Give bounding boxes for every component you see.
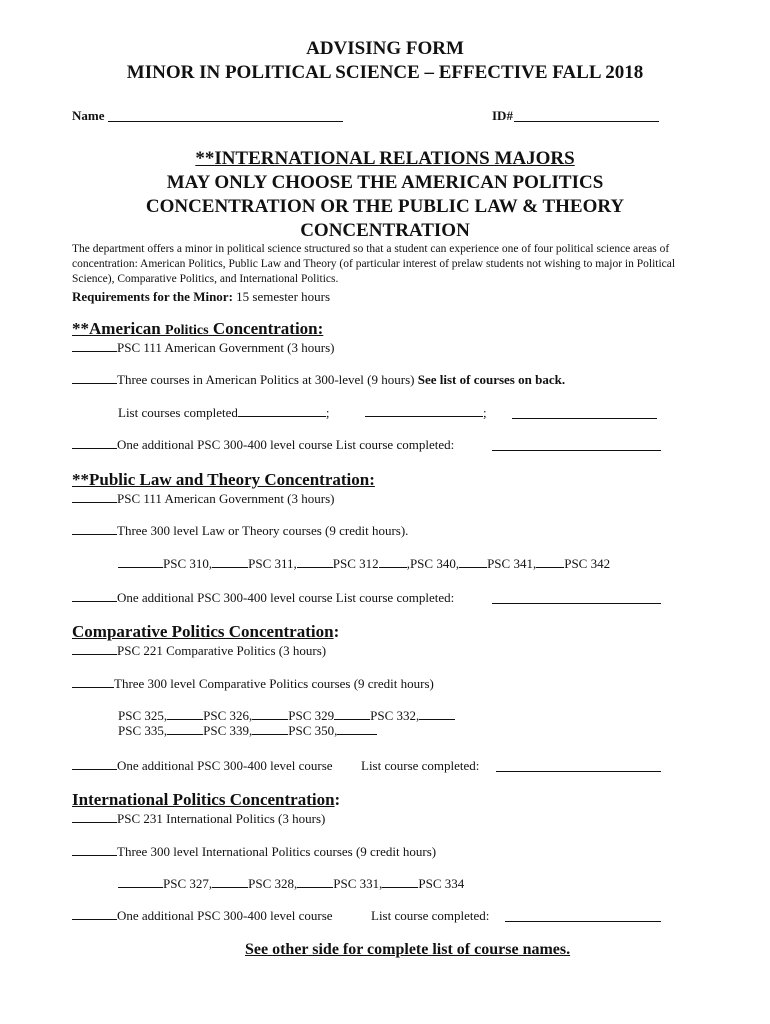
checkbox-blank[interactable] — [297, 556, 333, 568]
american-heading: **American Politics Concentration: — [72, 319, 324, 338]
public-law-item-3: One additional PSC 300-400 level course List course completed: — [72, 590, 454, 606]
public-law-course-completed-field[interactable] — [492, 603, 661, 604]
notice-line-4: CONCENTRATION — [300, 220, 470, 241]
id-label: ID# — [492, 108, 513, 123]
requirements-label: Requirements for the Minor: — [72, 289, 233, 304]
public-law-item-2: Three 300 level Law or Theory courses (9 credit hours). — [72, 523, 408, 539]
international-list-label: List course completed: — [371, 908, 490, 923]
international-item-3: One additional PSC 300-400 level course — [72, 908, 333, 924]
checkbox-blank[interactable] — [72, 491, 117, 503]
american-item-3: One additional PSC 300-400 level course List course completed: — [72, 437, 454, 453]
comparative-row-2: PSC 335, PSC 339, PSC 350, — [118, 723, 377, 739]
checkbox-blank[interactable] — [72, 437, 117, 449]
checkbox-blank[interactable] — [297, 876, 333, 888]
name-label: Name — [72, 108, 105, 123]
international-item-1: PSC 231 International Politics (3 hours) — [72, 811, 325, 827]
footer-note: See other side for complete list of course names. — [245, 941, 571, 958]
checkbox-blank[interactable] — [72, 523, 117, 535]
checkbox-blank[interactable] — [72, 340, 117, 352]
checkbox-blank[interactable] — [72, 758, 117, 770]
checkbox-blank[interactable] — [337, 723, 377, 735]
checkbox-blank[interactable] — [382, 876, 418, 888]
checkbox-blank[interactable] — [72, 590, 117, 602]
form-subtitle: MINOR IN POLITICAL SCIENCE – EFFECTIVE FALL 2018 — [126, 62, 644, 83]
checkbox-blank[interactable] — [459, 556, 487, 568]
comparative-item-3: One additional PSC 300-400 level course — [72, 758, 333, 774]
comparative-row-1: PSC 325, PSC 326, PSC 329 PSC 332, — [118, 708, 455, 724]
checkbox-blank[interactable] — [334, 708, 370, 720]
public-law-heading: **Public Law and Theory Concentration: — [72, 470, 375, 489]
checkbox-blank[interactable] — [252, 723, 288, 735]
checkbox-blank[interactable] — [167, 723, 203, 735]
international-course-completed-field[interactable] — [505, 921, 661, 922]
requirements-line — [72, 289, 330, 305]
checkbox-blank[interactable] — [72, 844, 117, 856]
course-field-2[interactable] — [365, 405, 483, 417]
american-course-completed-field[interactable] — [492, 450, 661, 451]
comparative-course-completed-field[interactable] — [496, 771, 661, 772]
checkbox-blank[interactable] — [212, 876, 248, 888]
comparative-heading: Comparative Politics Concentration: — [72, 622, 340, 641]
international-item-2: Three 300 level International Politics courses (9 credit hours) — [72, 844, 436, 860]
checkbox-blank[interactable] — [72, 908, 117, 920]
public-law-courses: PSC 310, PSC 311, PSC 312 ,PSC 340, PSC 341, PSC 342 — [118, 556, 610, 572]
checkbox-blank[interactable] — [419, 708, 455, 720]
american-list-label: List courses completed ; — [118, 405, 330, 420]
requirements-value: 15 semester hours — [236, 289, 331, 304]
american-item-2: Three courses in American Politics at 300-level (9 hours) See list of courses on back. — [72, 372, 565, 388]
international-courses: PSC 327, PSC 328, PSC 331, PSC 334 — [118, 876, 464, 892]
notice-line-1: **INTERNATIONAL RELATIONS MAJORS — [195, 148, 575, 169]
checkbox-blank[interactable] — [379, 556, 407, 568]
comparative-item-2: Three 300 level Comparative Politics courses (9 credit hours) — [72, 676, 434, 692]
checkbox-blank[interactable] — [536, 556, 564, 568]
id-field[interactable] — [514, 121, 659, 122]
intro-paragraph: The department offers a minor in political science structured so that a student can experience one of four political science areas of concentration: American Politics, Public Law and Theory (of particular interest of prelaw students not wishing to major in Political Science), Comparative Politics, and International Politics. — [72, 243, 676, 285]
comparative-item-1: PSC 221 Comparative Politics (3 hours) — [72, 643, 326, 659]
checkbox-blank[interactable] — [167, 708, 203, 720]
checkbox-blank[interactable] — [118, 876, 163, 888]
notice-line-2: MAY ONLY CHOOSE THE AMERICAN POLITICS — [166, 172, 604, 193]
comparative-list-label: List course completed: — [361, 758, 480, 773]
course-field-1[interactable] — [238, 405, 326, 417]
checkbox-blank[interactable] — [72, 643, 117, 655]
form-title: ADVISING FORM — [306, 38, 464, 59]
checkbox-blank[interactable] — [72, 372, 117, 384]
international-heading: International Politics Concentration: — [72, 790, 341, 809]
american-item-1: PSC 111 American Government (3 hours) — [72, 340, 334, 356]
notice-line-3: CONCENTRATION OR THE PUBLIC LAW & THEORY — [145, 196, 625, 217]
name-field[interactable] — [108, 121, 343, 122]
course-field-3[interactable] — [512, 418, 657, 419]
checkbox-blank[interactable] — [252, 708, 288, 720]
checkbox-blank[interactable] — [72, 811, 117, 823]
public-law-item-1: PSC 111 American Government (3 hours) — [72, 491, 334, 507]
checkbox-blank[interactable] — [72, 676, 114, 688]
american-list-2: ; — [365, 405, 487, 421]
checkbox-blank[interactable] — [212, 556, 248, 568]
checkbox-blank[interactable] — [118, 556, 163, 568]
